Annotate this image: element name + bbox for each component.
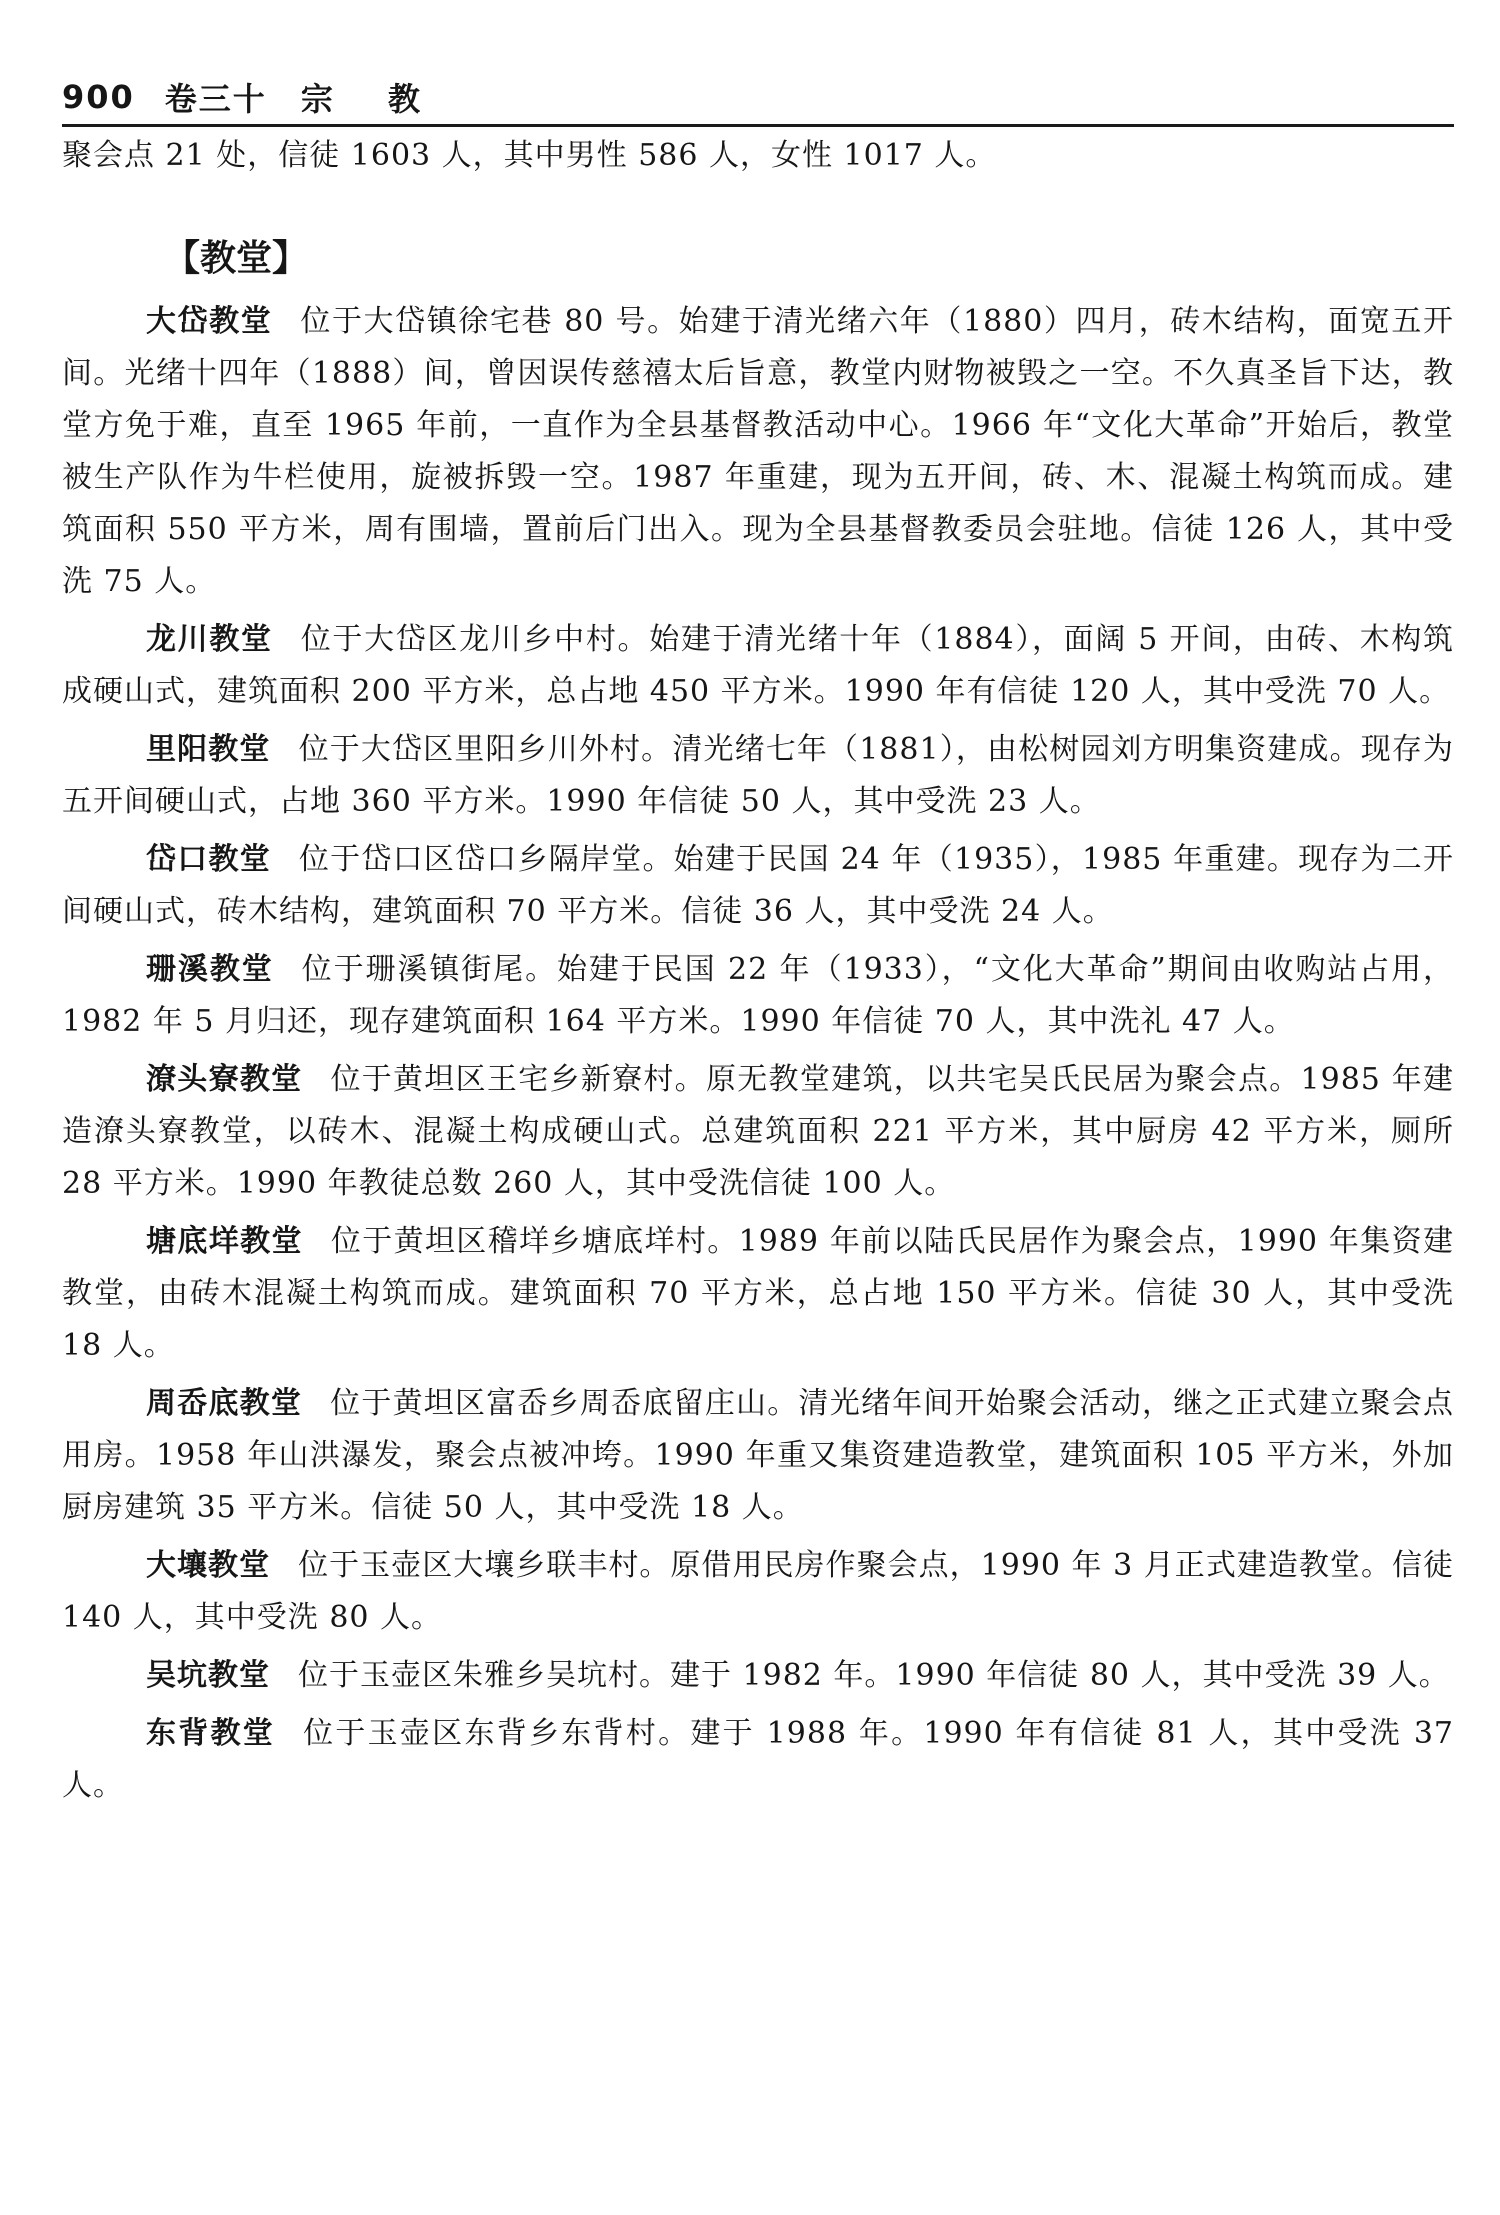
church-entry: [62, 1054, 1454, 1210]
volume-label: 卷三十: [164, 80, 267, 118]
church-name: 龙川教堂: [146, 622, 273, 657]
church-description: 位于珊溪镇街尾。始建于民国 22 年（1933），“文化大革命”期间由收购站占用，1982 年 5 月归还，现存建筑面积 164 平方米。1990 年信徒 70 人，其中洗礼 47 人。: [62, 952, 1454, 1039]
church-entry: [62, 1378, 1454, 1534]
church-description: 位于大岱区里阳乡川外村。清光绪七年（1881），由松树园刘方明集资建成。现存为五开间硬山式，占地 360 平方米。1990 年信徒 50 人，其中受洗 23 人。: [62, 732, 1455, 819]
church-entry: [62, 1650, 1454, 1702]
church-description: 位于大岱区龙川乡中村。始建于清光绪十年（1884），面阔 5 开间，由砖、木构筑成硬山式，建筑面积 200 平方米，总占地 450 平方米。1990 年有信徒 120 人，其中受洗 70 人。: [62, 622, 1454, 709]
church-description: 位于玉壶区东背乡东背村。建于 1988 年。1990 年有信徒 81 人，其中受洗 37 人。: [62, 1716, 1455, 1803]
church-name: 东背教堂: [146, 1716, 276, 1751]
page-body: [62, 130, 1454, 1818]
church-name: 大壤教堂: [146, 1548, 271, 1583]
page-number: 900: [62, 78, 135, 116]
church-name: 潦头寮教堂: [146, 1062, 303, 1097]
running-header: [62, 72, 1454, 122]
chapter-title: 宗 教: [300, 80, 442, 118]
church-name: 珊溪教堂: [146, 952, 274, 987]
church-description: 位于黄坦区富岙乡周岙底留庄山。清光绪年间开始聚会活动，继之正式建立聚会点用房。1958 年山洪瀑发，聚会点被冲垮。1990 年重又集资建造教堂，建筑面积 105 平方米，外加厨房建筑 35 平方米。信徒 50 人，其中受洗 18 人。: [62, 1386, 1454, 1525]
church-description: 位于玉壶区朱雅乡吴坑村。建于 1982 年。1990 年信徒 80 人，其中受洗 39 人。: [298, 1658, 1450, 1693]
church-description: 位于黄坦区稽垟乡塘底垟村。1989 年前以陆氏民居作为聚会点，1990 年集资建教堂，由砖木混凝土构筑而成。建筑面积 70 平方米，总占地 150 平方米。信徒 30 人，其中受洗 18 人。: [62, 1224, 1454, 1363]
church-entry: [62, 1540, 1454, 1644]
section-heading: 【教堂】: [164, 238, 309, 279]
church-description: 位于玉壶区大壤乡联丰村。原借用民房作聚会点，1990 年 3 月正式建造教堂。信徒 140 人，其中受洗 80 人。: [62, 1548, 1455, 1635]
church-name: 塘底垟教堂: [146, 1224, 303, 1259]
church-name: 周岙底教堂: [146, 1386, 303, 1421]
church-description: 位于岱口区岱口乡隔岸堂。始建于民国 24 年（1935），1985 年重建。现存为二开间硬山式，砖木结构，建筑面积 70 平方米。信徒 36 人，其中受洗 24 人。: [62, 842, 1454, 929]
church-entry: [62, 724, 1454, 828]
church-name: 岱口教堂: [146, 842, 271, 877]
church-entry: [62, 1708, 1454, 1812]
church-description: 位于黄坦区王宅乡新寮村。原无教堂建筑，以共宅吴氏民居为聚会点。1985 年建造潦头寮教堂，以砖木、混凝土构成硬山式。总建筑面积 221 平方米，其中厨房 42 平方米，厕所 28 平方米。1990 年教徒总数 260 人，其中受洗信徒 100 人。: [62, 1062, 1454, 1201]
church-entry: [62, 1216, 1454, 1372]
church-name: 里阳教堂: [146, 732, 271, 767]
header-divider: [62, 124, 1454, 127]
intro-paragraph: 聚会点 21 处，信徒 1603 人，其中男性 586 人，女性 1017 人。: [62, 138, 997, 173]
church-name: 吴坑教堂: [146, 1658, 270, 1693]
church-entry: [62, 614, 1454, 718]
church-entry: [62, 296, 1454, 608]
church-description: 位于大岱镇徐宅巷 80 号。始建于清光绪六年（1880）四月，砖木结构，面宽五开间。光绪十四年（1888）间，曾因误传慈禧太后旨意，教堂内财物被毁之一空。不久真圣旨下达，教堂方免于难，直至 1965 年前，一直作为全县基督教活动中心。1966 年“文化大革命”开始后，教堂被生产队作为牛栏使用，旋被拆毁一空。1987 年重建，现为五开间，砖、木、混凝土构筑而成。建筑面积 550 平方米，周有围墙，置前后门出入。现为全县基督教委员会驻地。信徒 126 人，其中受洗 75 人。: [62, 304, 1454, 599]
church-entry: [62, 944, 1454, 1048]
church-name: 大岱教堂: [146, 304, 273, 339]
church-entry: [62, 834, 1454, 938]
